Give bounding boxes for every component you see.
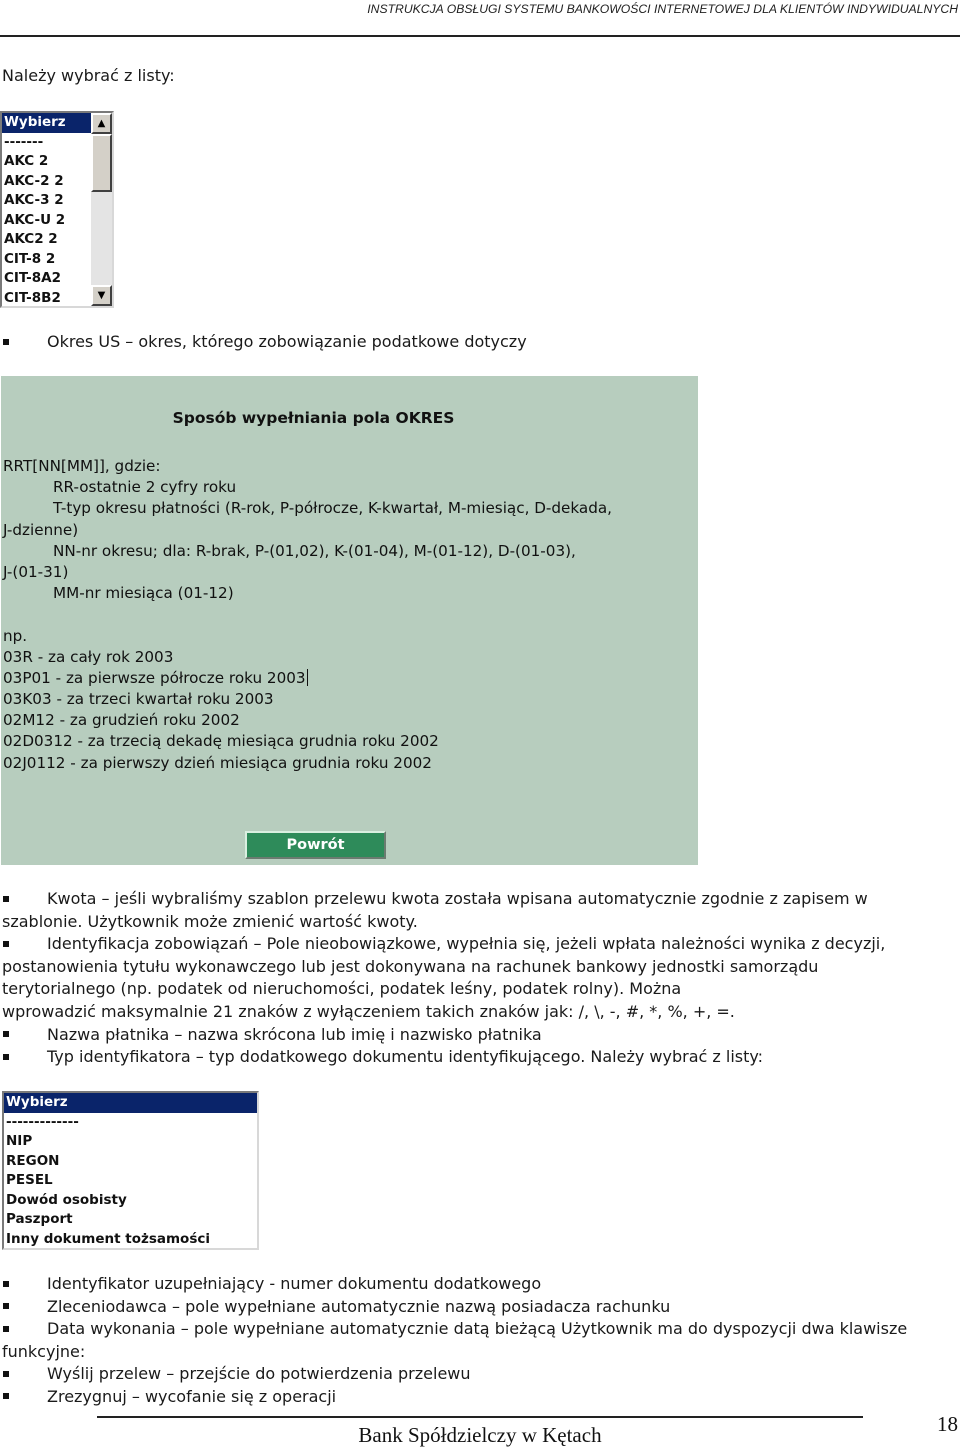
panel-line: 02D0312 - za trzecią dekadę miesiąca grudnia roku 2002 (3, 732, 439, 751)
listbox-option[interactable]: REGON (6, 1152, 60, 1169)
listbox-option[interactable]: Dowód osobisty (6, 1191, 127, 1208)
bullet-square-icon (3, 1393, 9, 1399)
footer-bank-name: Bank Spółdzielczy w Kętach (358, 1423, 602, 1447)
panel-title: Sposób wypełniania pola OKRES (172, 409, 455, 427)
bullet-item-data-wykonania (2, 1318, 907, 1341)
panel-line-with-caret (3, 668, 612, 689)
bullet-square-icon (3, 1281, 9, 1287)
bullet-item-nazwa-platnika (2, 1024, 942, 1047)
okres-help-panel (1, 376, 698, 865)
listbox-option[interactable]: NIP (6, 1133, 33, 1149)
listbox-option[interactable]: AKC2 2 (4, 231, 58, 247)
bullet-item-zleceniodawca (2, 1296, 907, 1319)
paragraph-line: postanowienia tytułu wykonawczego lub jest dokonywana na rachunek bankowy jednostki samorządu (2, 956, 819, 976)
listbox-option[interactable]: Paszport (6, 1211, 73, 1227)
bullet-item-kwota (2, 888, 942, 911)
bullet-square-icon (3, 1326, 9, 1332)
bullet-square-icon (3, 941, 9, 947)
panel-line: 02J0112 - za pierwszy dzień miesiąca grudnia roku 2002 (3, 753, 432, 772)
paragraph-line: terytorialnego (np. podatek od nieruchomości, podatek leśny, podatek rolny). Można (2, 979, 682, 999)
panel-line: RRT[NN[MM]], gdzie: (3, 457, 161, 475)
panel-line: T-typ okresu płatności (R-rok, P-półrocze, K-kwartał, M-miesiąc, D-dekada, (53, 499, 612, 518)
bullet-item-okres (0, 331, 527, 354)
listbox-option[interactable]: PESEL (6, 1172, 53, 1188)
page-number: 18 (937, 1412, 958, 1436)
panel-spacer (3, 604, 612, 625)
paragraph-line: funkcyjne: (2, 1341, 86, 1361)
running-header: INSTRUKCJA OBSŁUGI SYSTEMU BANKOWOŚCI INTERNETOWEJ DLA KLIENTÓW INDYWIDUALNYCH (367, 2, 958, 16)
panel-line: NN-nr okresu; dla: R-brak, P-(01,02), K-(01-04), M-(01-12), D-(01-03), (53, 541, 576, 560)
listbox-option[interactable]: ------- (4, 133, 44, 150)
panel-line: np. (3, 626, 28, 645)
panel-line: RR-ostatnie 2 cyfry roku (53, 478, 237, 497)
bullet-item-wyslij-przelew (2, 1363, 907, 1386)
bullet-square-icon (3, 896, 9, 902)
listbox-options (2, 113, 92, 308)
panel-line: J-(01-31) (3, 562, 69, 581)
bullet-square-icon (3, 1371, 9, 1377)
listbox-option[interactable]: CIT-8A2 (4, 270, 61, 286)
panel-line: MM-nr miesiąca (01-12) (53, 584, 234, 603)
bullet-text: Wyślij przelew – przejście do potwierdzenia przelewu (47, 1364, 471, 1384)
listbox-option[interactable]: CIT-8 2 (4, 250, 56, 267)
field-description-block-2 (2, 1273, 907, 1409)
header-rule (0, 35, 960, 37)
panel-line: 02M12 - za grudzień roku 2002 (3, 711, 240, 730)
panel-line-text: 03P01 - za pierwsze półrocze roku 2003 (3, 668, 306, 687)
bullet-text: Kwota – jeśli wybraliśmy szablon przelewu kwota została wpisana automatycznie zgodnie z zapisem w (47, 889, 868, 908)
panel-body (3, 456, 612, 774)
listbox-option-selected[interactable]: Wybierz (4, 1093, 257, 1113)
intro-text: Należy wybrać z listy: (2, 66, 175, 85)
listbox-scrollbar[interactable] (91, 113, 112, 306)
listbox-option[interactable]: AKC-3 2 (4, 192, 64, 208)
bullet-text: Nazwa płatnika – nazwa skrócona lub imię i nazwisko płatnika (47, 1024, 542, 1044)
listbox-option[interactable]: Inny dokument tożsamości (6, 1230, 210, 1247)
listbox-option-selected[interactable]: Wybierz (2, 113, 92, 133)
bullet-item-identyfikator (2, 1273, 907, 1296)
paragraph-line: szablonie. Użytkownik może zmienić wartość kwoty. (2, 911, 418, 931)
bullet-square-icon (3, 1303, 9, 1309)
bullet-text: Zleceniodawca – pole wypełniane automatycznie nazwą posiadacza rachunku (47, 1296, 671, 1316)
listbox-option[interactable]: AKC-2 2 (4, 172, 64, 189)
panel-line: 03R - za cały rok 2003 (3, 647, 174, 666)
panel-line: 03K03 - za trzeci kwartał roku 2003 (3, 690, 274, 709)
panel-line: J-dzienne) (3, 520, 79, 539)
identifier-type-listbox[interactable] (2, 1091, 259, 1250)
field-description-block (2, 888, 942, 1069)
text-caret (307, 669, 308, 686)
bullet-text: Okres US – okres, którego zobowiązanie podatkowe dotyczy (47, 332, 527, 351)
back-button[interactable]: Powrót (245, 831, 386, 859)
bullet-text: Zrezygnuj – wycofanie się z operacji (47, 1386, 337, 1406)
tax-form-listbox[interactable] (0, 111, 114, 308)
bullet-square-icon (3, 339, 9, 345)
bullet-text: Data wykonania – pole wypełniane automatycznie datą bieżącą Użytkownik ma do dyspozycji dwa klawisze (47, 1319, 908, 1339)
bullet-item-typ-identyfikatora (2, 1046, 942, 1069)
bullet-square-icon (3, 1031, 9, 1037)
bullet-text: Identyfikacja zobowiązań – Pole nieobowiązkowe, wypełnia się, jeżeli wpłata należności wynika z decyzji, (47, 934, 886, 954)
listbox-option[interactable]: ------------- (6, 1113, 79, 1130)
footer-rule (97, 1416, 863, 1418)
scrollbar-thumb[interactable] (91, 134, 112, 192)
listbox-option[interactable]: CIT-8B2 (4, 289, 61, 306)
bullet-item-identyfikacja (2, 933, 942, 956)
bullet-square-icon (3, 1054, 9, 1060)
bullet-text: Typ identyfikatora – typ dodatkowego dokumentu identyfikującego. Należy wybrać z listy: (47, 1047, 764, 1067)
listbox-option[interactable]: AKC 2 (4, 153, 49, 169)
scroll-up-arrow-icon[interactable]: ▲ (91, 113, 112, 134)
listbox-option[interactable]: AKC-U 2 (4, 211, 66, 228)
paragraph-line: wprowadzić maksymalnie 21 znaków z wyłączeniem takich znaków jak: /, \, -, #, *, %, +, =. (2, 1001, 735, 1021)
scroll-down-arrow-icon[interactable]: ▼ (91, 285, 112, 306)
bullet-text: Identyfikator uzupełniający - numer dokumentu dodatkowego (47, 1274, 542, 1293)
bullet-item-zrezygnuj (2, 1386, 907, 1409)
